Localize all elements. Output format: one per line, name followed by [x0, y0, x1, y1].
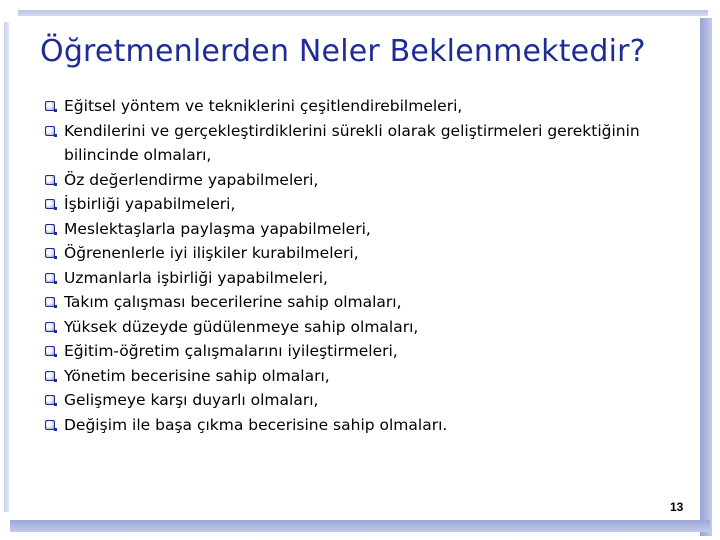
bullet-item [64, 315, 684, 340]
bullet-text: Eğitsel yöntem ve tekniklerini çeşitlendirebilmeleri, [64, 97, 463, 115]
bullet-text: İşbirliği yapabilmeleri, [64, 195, 236, 213]
bullet-item [64, 168, 684, 193]
checkbox-bullet-icon [45, 322, 55, 332]
bullet-item [64, 119, 684, 168]
checkbox-bullet-icon [45, 199, 55, 209]
bullet-item [64, 192, 684, 217]
checkbox-bullet-icon [45, 346, 55, 356]
bullet-list [64, 94, 684, 437]
bullet-text: Öğrenenlerle iyi ilişkiler kurabilmeleri, [64, 244, 359, 262]
bullet-text: Eğitim-öğretim çalışmalarını iyileştirmeleri, [64, 342, 398, 360]
bullet-text: Takım çalışması becerilerine sahip olmaları, [64, 293, 402, 311]
bullet-item [64, 241, 684, 266]
bullet-item [64, 388, 684, 413]
left-frame-bar [4, 22, 9, 512]
bullet-item [64, 94, 684, 119]
bullet-item [64, 339, 684, 364]
bullet-text: Yüksek düzeyde güdülenmeye sahip olmaları, [64, 317, 419, 336]
bullet-item [64, 364, 684, 389]
bullet-text: Öz değerlendirme yapabilmeleri, [64, 170, 319, 189]
page-number: 13 [670, 500, 684, 514]
bullet-item [64, 413, 684, 438]
checkbox-bullet-icon [45, 420, 55, 430]
checkbox-bullet-icon [45, 395, 55, 405]
checkbox-bullet-icon [45, 297, 55, 307]
checkbox-bullet-icon [45, 101, 55, 111]
bullet-text: Gelişmeye karşı duyarlı olmaları, [64, 391, 319, 409]
checkbox-bullet-icon [45, 224, 55, 234]
right-frame-bar [700, 18, 712, 536]
checkbox-bullet-icon [45, 248, 55, 258]
checkbox-bullet-icon [45, 175, 55, 185]
bottom-frame-bar [10, 520, 710, 532]
bullet-item [64, 290, 684, 315]
bullet-item [64, 266, 684, 291]
bullet-text: Yönetim becerisine sahip olmaları, [64, 366, 330, 385]
checkbox-bullet-icon [45, 126, 55, 136]
checkbox-bullet-icon [45, 371, 55, 381]
bullet-text: Uzmanlarla işbirliği yapabilmeleri, [64, 268, 328, 287]
top-frame-bar [18, 10, 708, 16]
bullet-text: Kendilerini ve gerçekleştirdiklerini sürekli olarak geliştirmeleri gerektiğinin bilincinde olmaları, [64, 121, 640, 164]
checkbox-bullet-icon [45, 273, 55, 283]
slide-title: Öğretmenlerden Neler Beklenmektedir? [40, 34, 646, 69]
bullet-text: Meslektaşlarla paylaşma yapabilmeleri, [64, 219, 371, 238]
bullet-text: Değişim ile başa çıkma becerisine sahip olmaları. [64, 415, 448, 434]
bullet-item [64, 217, 684, 242]
